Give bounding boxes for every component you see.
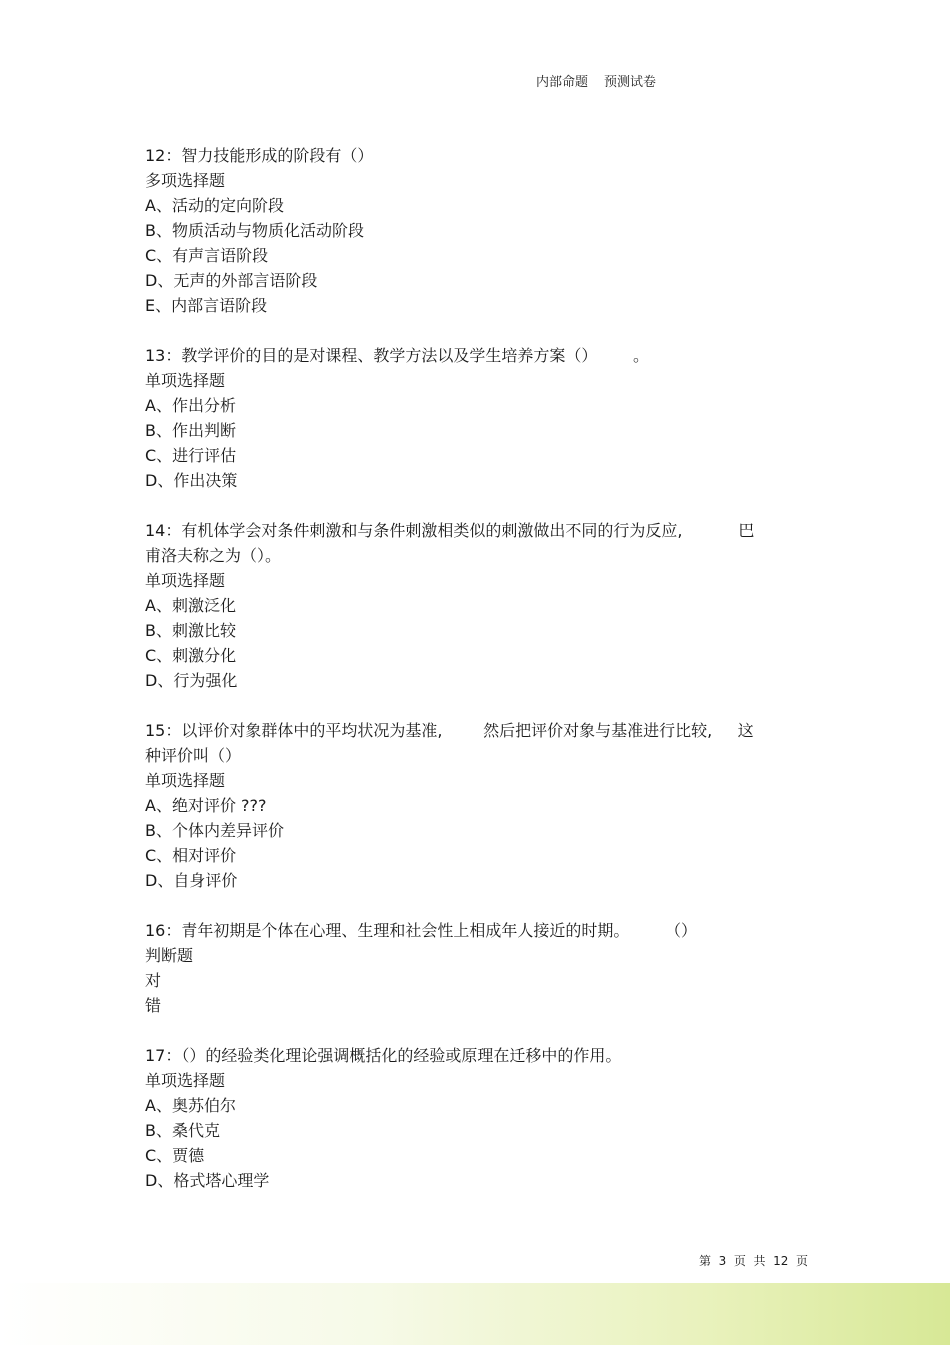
option-d: D、作出决策 (145, 471, 238, 490)
question-16 (145, 918, 810, 1018)
option-c: C、有声言语阶段 (145, 246, 269, 265)
option-b: B、刺激比较 (145, 621, 236, 640)
question-13 (145, 343, 810, 493)
question-type: 单项选择题 (145, 771, 226, 790)
question-type: 单项选择题 (145, 371, 226, 390)
question-14 (145, 518, 810, 693)
question-type: 单项选择题 (145, 571, 226, 590)
question-15 (145, 718, 810, 893)
question-stem: 16：青年初期是个体在心理、生理和社会性上相成年人接近的时期。 （） (145, 921, 697, 940)
question-type: 单项选择题 (145, 1071, 226, 1090)
option-b: B、作出判断 (145, 421, 236, 440)
option-b: B、物质活动与物质化活动阶段 (145, 221, 364, 240)
decorative-bottom-band (0, 1283, 950, 1345)
option-a: A、绝对评价 ??? (145, 796, 267, 815)
page-header (536, 71, 656, 90)
header-right-text: 预测试卷 (604, 75, 657, 90)
option-a: A、奥苏伯尔 (145, 1096, 236, 1115)
question-type: 判断题 (145, 946, 194, 965)
question-stem: 13：教学评价的目的是对课程、教学方法以及学生培养方案（） 。 (145, 346, 649, 365)
option-b: B、个体内差异评价 (145, 821, 284, 840)
question-12 (145, 143, 810, 318)
option-e: E、内部言语阶段 (145, 296, 268, 315)
question-stem: 12：智力技能形成的阶段有（） (145, 146, 374, 165)
option-c: C、相对评价 (145, 846, 237, 865)
option-false: 错 (145, 996, 162, 1015)
option-d: D、自身评价 (145, 871, 238, 890)
option-c: C、贾德 (145, 1146, 205, 1165)
option-c: C、刺激分化 (145, 646, 237, 665)
question-17 (145, 1043, 810, 1193)
option-d: D、格式塔心理学 (145, 1171, 270, 1190)
option-true: 对 (145, 971, 162, 990)
option-c: C、进行评估 (145, 446, 237, 465)
question-stem: 15：以评价对象群体中的平均状况为基准, 然后把评价对象与基准进行比较, 这 (145, 721, 754, 740)
option-d: D、无声的外部言语阶段 (145, 271, 318, 290)
question-stem: 14：有机体学会对条件刺激和与条件刺激相类似的刺激做出不同的行为反应, 巴 (145, 521, 755, 540)
option-d: D、行为强化 (145, 671, 238, 690)
header-left-text: 内部命题 (536, 75, 589, 90)
option-a: A、活动的定向阶段 (145, 196, 284, 215)
option-b: B、桑代克 (145, 1121, 220, 1140)
question-stem-continued: 种评价叫（） (145, 746, 242, 765)
question-stem-continued: 甫洛夫称之为（）。 (145, 546, 282, 565)
question-type: 多项选择题 (145, 171, 226, 190)
question-list (145, 143, 810, 1218)
page-number: 第 3 页 共 12 页 (699, 1254, 809, 1268)
question-stem: 17：（）的经验类化理论强调概括化的经验或原理在迁移中的作用。 (145, 1046, 622, 1065)
option-a: A、作出分析 (145, 396, 236, 415)
option-a: A、刺激泛化 (145, 596, 236, 615)
